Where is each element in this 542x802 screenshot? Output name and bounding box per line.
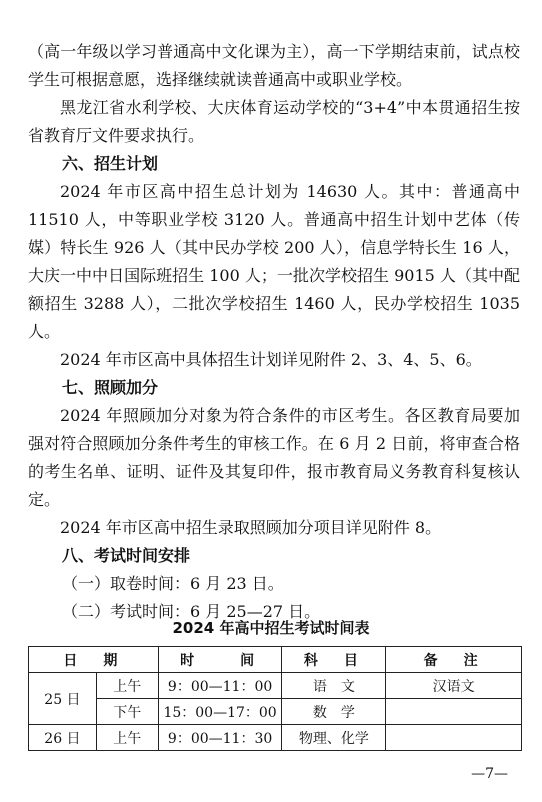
cell-subject: 数 学 xyxy=(282,699,386,725)
table-row xyxy=(29,699,522,725)
cell-time: 15：00—17：00 xyxy=(158,699,282,725)
cell-subject: 语 文 xyxy=(282,673,386,699)
cell-subject: 物理、化学 xyxy=(282,725,386,751)
table-row xyxy=(29,725,522,751)
header-subject: 科 目 xyxy=(282,647,386,673)
header-time: 时 间 xyxy=(158,647,282,673)
cell-period: 上午 xyxy=(96,673,158,699)
cell-note: 汉语文 xyxy=(386,673,522,699)
heading-enrollment-plan: 六、招生计划 xyxy=(62,154,159,173)
cell-note xyxy=(386,725,522,751)
header-note: 备 注 xyxy=(386,647,522,673)
table-title: 2024 年高中招生考试时间表 xyxy=(172,619,370,637)
paragraph-bonus-attachment: 2024 年市区高中招生录取照顾加分项目详见附件 8。 xyxy=(60,518,442,537)
paragraph-plan-attachments: 2024 年市区高中具体招生计划详见附件 2、3、4、5、6。 xyxy=(60,350,482,369)
paragraph-pilot-schools: （高一年级以学习普通高中文化课为主），高一下学期结束前，试点校学生可根据意愿，选择继续就读普通高中或职业学校。 xyxy=(28,42,520,89)
cell-period: 下午 xyxy=(96,699,158,725)
item-paper-collection-time: （一）取卷时间：6 月 23 日。 xyxy=(62,574,284,593)
cell-date: 25 日 xyxy=(29,673,97,725)
cell-date: 26 日 xyxy=(29,725,97,751)
header-date: 日 期 xyxy=(29,647,159,673)
cell-time: 9：00—11：00 xyxy=(158,673,282,699)
page-number: —7— xyxy=(471,766,508,782)
table-row xyxy=(29,673,522,699)
heading-bonus-points: 七、照顾加分 xyxy=(62,378,159,397)
paragraph-enrollment-totals: 2024 年市区高中招生总计划为 14630 人。其中：普通高中 11510 人，中等职业学校 3120 人。普通高中招生计划中艺体（传媒）特长生 926 人（其中民办学校 200 人），信息学特长生 16 人，大庆一中中日国际班招生 100 人；一批次学校招生 9015 人（其中配额招生 3288 人），二批次学校招生 1460 人，民办学校招生 1035 人。 xyxy=(28,182,520,341)
exam-schedule-table xyxy=(28,646,522,751)
cell-time: 9：00—11：30 xyxy=(158,725,282,751)
table-header-row xyxy=(29,647,522,673)
cell-note xyxy=(386,699,522,725)
paragraph-bonus-review: 2024 年照顾加分对象为符合条件的市区考生。各区教育局要加强对符合照顾加分条件考生的审核工作。在 6 月 2 日前，将审查合格的考生名单、证明、证件及其复印件，报市教育局义务教育科复核认定。 xyxy=(28,406,520,509)
item-exam-time: （二）考试时间：6 月 25—27 日。 xyxy=(62,602,321,621)
heading-exam-schedule: 八、考试时间安排 xyxy=(62,546,191,565)
paragraph-3plus4-program: 黑龙江省水利学校、大庆体育运动学校的“3+4”中本贯通招生按省教育厅文件要求执行。 xyxy=(28,98,520,145)
cell-period: 上午 xyxy=(96,725,158,751)
